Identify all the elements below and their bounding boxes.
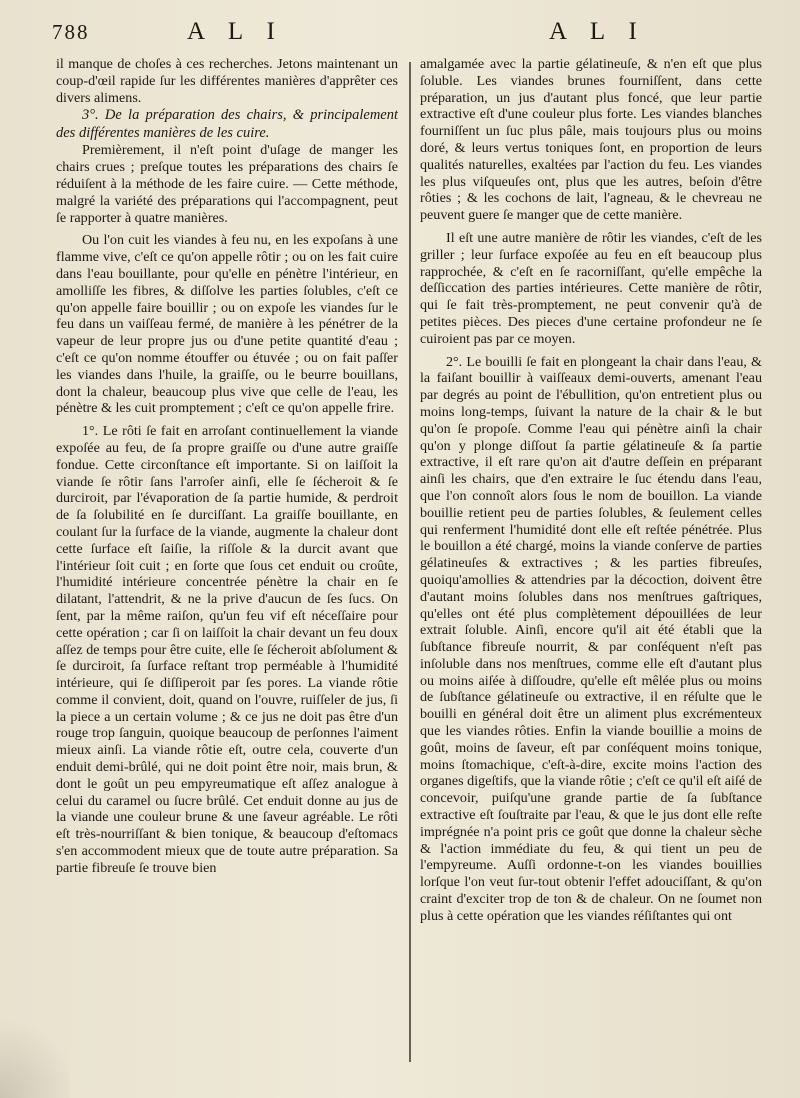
page-number: 788	[52, 20, 90, 44]
section-heading: 3°. De la préparation des chairs, & principalement des différentes manières de les cuire.	[56, 107, 398, 142]
paragraph: 1°. Le rôti ſe fait en arroſant continuellement la viande expoſée au feu, de ſa propre graiſſe ou d'une autre graiſſe fondue. Cette circonſtance eſt importante. Si on laiſſoit la viande ſe rôtir ſans l'arroſer ainſi, elle ſe ſécheroit & ſe durciroit, par l'évaporation de ſa partie humide, & perdroit de ſa ſolubilité en ſe durciſſant. La graiſſe bouillante, en coulant ſur la ſurface de la viande, augmente la chaleur dont cette ſurface eſt ſaiſie, la riſſole & la durcit avant que l'intérieur ſoit cuit ; en ſorte que ſous cet enduit ou croûte, l'humidité intérieure concentrée pénètre la chair en ſe dilatant, l'attendrit, & ne la prive d'aucun de ſes ſucs. On ſent, par la même raiſon, qu'un feu vif eſt néceſſaire pour cette opération ; car ſi on laiſſoit la chair devant un feu doux aſſez de temps pour être cuite, elle ſe ſécheroit abſolument & ſe durciroit, ſa ſurface reſtant trop perméable à l'humidité intérieure, qui ſe diſſiperoit par ſes pores. La viande rôtie comme il convient, doit, quand on l'ouvre, ruiſſeler de jus, ſi la piece a un certain volume ; & ce jus ne doit pas être d'un rouge trop ſanguin, quoique beaucoup de perſonnes l'aiment mieux ainſi. La viande rôtie eſt, outre cela, couverte d'un enduit demi-brûlé, qui ne doit point être noir, mais brun, & dont le goût un peu empyreumatique eſt aſſez analogue à celui du caramel ou ſucre brûlé. Cet enduit donne au jus de la viande une couleur brune & une ſaveur agréable. Le rôti eſt très-nourriſſant & bien tonique, & beaucoup d'eſtomacs s'en accommodent mieux que de toute autre préparation. Sa partie fibreuſe ſe trouve bien	[56, 423, 398, 876]
left-running-title: A L I	[187, 18, 284, 45]
right-column	[420, 56, 762, 1086]
paragraph: Premièrement, il n'eſt point d'uſage de manger les chairs crues ; preſque toutes les préparations des chairs ſe réduiſent à la méthode de les faire cuire. — Cette méthode, malgré la variété des préparations qui l'accompagnent, peut ſe rapporter à quatre manières.	[56, 142, 398, 226]
paragraph: 2°. Le bouilli ſe fait en plongeant la chair dans l'eau, & la faiſant bouillir à vaiſſeaux demi-ouverts, amenant l'eau par degrés au point de l'ébullition, qu'on entretient plus ou moins long-temps, ſuivant la nature de la chair & le but qu'on ſe propoſe. Comme l'eau qui pénètre ainſi la chair qu'on y plonge diſſout ſa partie gélatineuſe & ſa partie extractive, il eſt rare qu'on ait d'autre deſſein en préparant ainſi les chairs, que d'en extraire le ſuc étendu dans l'eau, que l'on connoît alors ſous le nom de bouillon. La viande bouillie retient peu de parties ſolubles, & ſeulement celles qui renferment l'humidité dont elle eſt reſtée pénétrée. Plus le bouillon a été chargé, moins la viande conſerve de parties gélatineuſes & extractives ; & les parties fibreuſes, quoiqu'amollies & attendries par la décoction, doivent être d'autant moins ſolubles dans nos menſtrues gaſtriques, qu'elles ont été plus complètement dépouillées de leur extrait ſoluble. Ainſi, encore qu'il ait été établi que la ſubſtance fibreuſe nourrit, & par conſéquent n'eſt pas inſoluble dans nos menſtrues, comme elle eſt d'autant plus ou moins aiſée à diſſoudre, qu'elle eſt mêlée plus ou moins de ſubſtance gélatineuſe ou extractive, il en réſulte que le bouilli en général doit être un aliment plus excrémenteux que les viandes rôties. Enfin la viande bouillie a moins de goût, moins de ſaveur, eſt par conſéquent moins tonique, moins ſtomachique, c'eſt-à-dire, excite moins l'action des organes digeſtifs, que la viande rôtie ; c'eſt ce qu'il eſt aiſé de concevoir, puiſqu'une grande partie de ſa ſubſtance extractive eſt ſouſtraite par l'eau, & que le jus dont elle reſte imprégnée n'a point pris ce goût que donne la chaleur sèche & l'action immédiate du feu, & qui tient un peu de l'empyreume. Auſſi ordonne-t-on les viandes bouillies lorſque l'on veut ſur-tout obtenir l'effet adouciſſant, & qu'on craint d'exciter trop de ton & de chaleur. On ne ſoumet non plus à cette opération que les viandes réſiſtantes qui ont	[420, 353, 762, 924]
paragraph-continuation: il manque de choſes à ces recherches. Jetons maintenant un coup-d'œil rapide ſur les différentes manières d'apprêter ces divers alimens.	[56, 56, 398, 106]
paragraph: Il eſt une autre manière de rôtir les viandes, c'eſt de les griller ; leur ſurface expoſée au feu en eſt beaucoup plus rapprochée, & c'eſt en ſe racorniſſant, qu'elle empêche la deſſiccation des parties intérieures. Cette manière de rôtir, qui ſe fait très-promptement, ne peut convenir qu'à de petites pièces. Des pieces d'une certaine profondeur ne ſe cuiroient pas par ce moyen.	[420, 229, 762, 347]
running-header	[52, 18, 760, 52]
paragraph-continuation: amalgamée avec la partie gélatineuſe, & n'en eſt que plus ſoluble. Les viandes brunes fourniſſent, dans cette préparation, un jus d'autant plus foncé, que leur partie extractive eſt d'une couleur plus forte. Les viandes blanches fourniſſent un ſuc plus pâle, mais toujours plus ou moins doré, & leurs vertus toniques ſont, en proportion de leurs qualités naturelles, exaltées par l'action du feu. Les viandes les plus viſqueuſes ont, plus que les autres, beſoin d'être rôties ; & les cochons de lait, l'agneau, & le chevreau ne peuvent guere ſe manger que de cette manière.	[420, 56, 762, 224]
paragraph: Ou l'on cuit les viandes à feu nu, en les expoſans à une flamme vive, c'eſt ce qu'on appelle rôtir ; ou on les fait cuire dans l'eau bouillante, pour qu'elle en pénètre l'intérieur, en amolliſſe les fibres, & diſſolve les parties ſolubles, c'eſt ce qu'on appelle faire bouillir ; ou on expoſe les viandes ſur le feu dans un vaiſſeau fermé, de manière à les pénétrer de la vapeur de leur propre jus ou d'une petite quantité d'eau ; c'eſt ce qu'on nomme étouffer ou étuvée ; ou on fait paſſer les viandes dans l'huile, la graiſſe, ou le beurre bouillans, dont la chaleur, beaucoup plus vive que celle de l'eau, les pénètre & les cuit promptement ; c'eſt ce qu'on appelle frire.	[56, 232, 398, 417]
right-running-title: A L I	[549, 18, 646, 45]
left-column	[56, 56, 398, 1086]
column-divider	[409, 62, 411, 1062]
paper-stain	[0, 1008, 70, 1098]
